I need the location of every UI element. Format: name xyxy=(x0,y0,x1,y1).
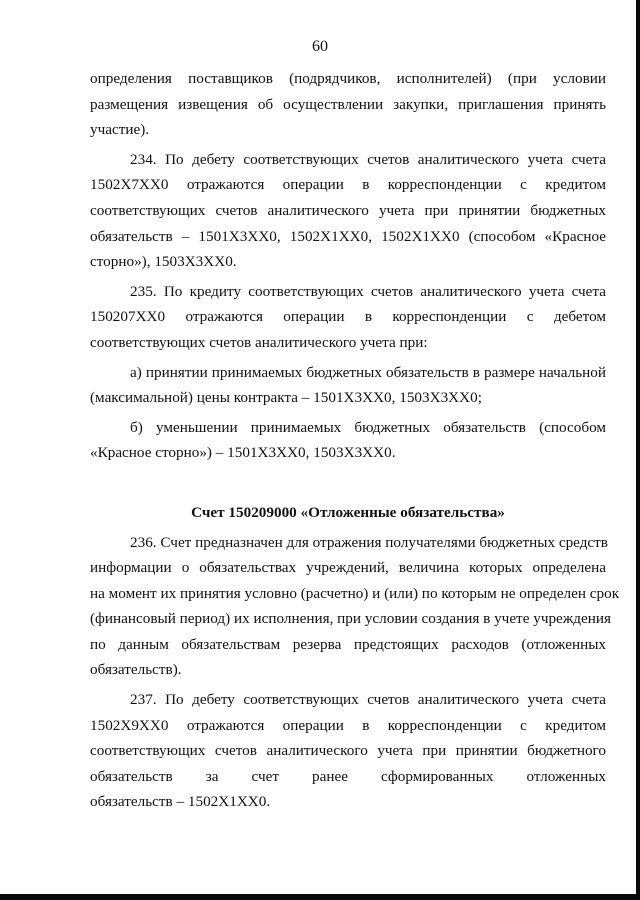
text-line: 236. Счет предназначен для отражения получателями бюджетных средств xyxy=(130,533,608,551)
text-line: б) уменьшении принимаемых бюджетных обязательств (способом xyxy=(130,418,606,436)
text-line: а) принятии принимаемых бюджетных обязательств в размере начальной xyxy=(130,363,606,381)
text-line: (максимальной) цены контракта – 1501Х3ХХ0, 1503Х3ХХ0; xyxy=(90,389,482,407)
scan-edge-bottom xyxy=(0,894,640,900)
text-line: по данным обязательствам резерва предстоящих расходов (отложенных xyxy=(90,635,606,653)
document-body xyxy=(90,66,620,815)
text-line: соответствующих счетов аналитического учета при: xyxy=(90,333,428,351)
text-line: сторно»), 1503Х3ХХ0. xyxy=(90,253,237,271)
text-line: соответствующих счетов аналитического учета при принятии бюджетного xyxy=(90,742,606,760)
text-line: на момент их принятия условно (расчетно) и (или) по которым не определен срок xyxy=(90,584,620,602)
text-line: 1502Х9ХХ0 отражаются операции в корреспонденции с кредитом xyxy=(90,716,606,734)
text-line: 235. По кредиту соответствующих счетов аналитического учета счета xyxy=(130,282,606,300)
text-line: 237. По дебету соответствующих счетов аналитического учета счета xyxy=(130,691,606,709)
page-number: 60 xyxy=(312,38,328,55)
text-line: участие). xyxy=(90,121,150,139)
scan-edge-right xyxy=(636,0,640,900)
text-line: 234. По дебету соответствующих счетов аналитического учета счета xyxy=(130,150,606,168)
text-line: 150207ХХ0 отражаются операции в корреспонденции с дебетом xyxy=(90,308,606,326)
text-line: обязательств за счет ранее сформированных отложенных xyxy=(90,767,606,785)
text-line: обязательств – 1502Х1ХХ0. xyxy=(90,793,271,811)
text-line: информации о обязательствах учреждений, величина которых определена xyxy=(90,559,606,577)
section-heading: Счет 150209000 «Отложенные обязательства» xyxy=(191,503,505,521)
text-line: (финансовый период) их исполнения, при условии создания в учете учреждения xyxy=(90,610,612,628)
text-line: обязательств – 1501Х3ХХ0, 1502Х1ХХ0, 1502Х1ХХ0 (способом «Красное xyxy=(90,227,606,245)
text-line: соответствующих счетов аналитического учета при принятии бюджетных xyxy=(90,201,606,219)
text-line: обязательств). xyxy=(90,661,182,679)
text-line: 1502Х7ХХ0 отражаются операции в корреспонденции с кредитом xyxy=(90,176,606,194)
text-line: «Красное сторно») – 1501Х3ХХ0, 1503Х3ХХ0. xyxy=(90,444,396,462)
text-line: определения поставщиков (подрядчиков, исполнителей) (при условии xyxy=(90,70,606,87)
text-line: размещения извещения об осуществлении закупки, приглашения принять xyxy=(90,95,606,113)
